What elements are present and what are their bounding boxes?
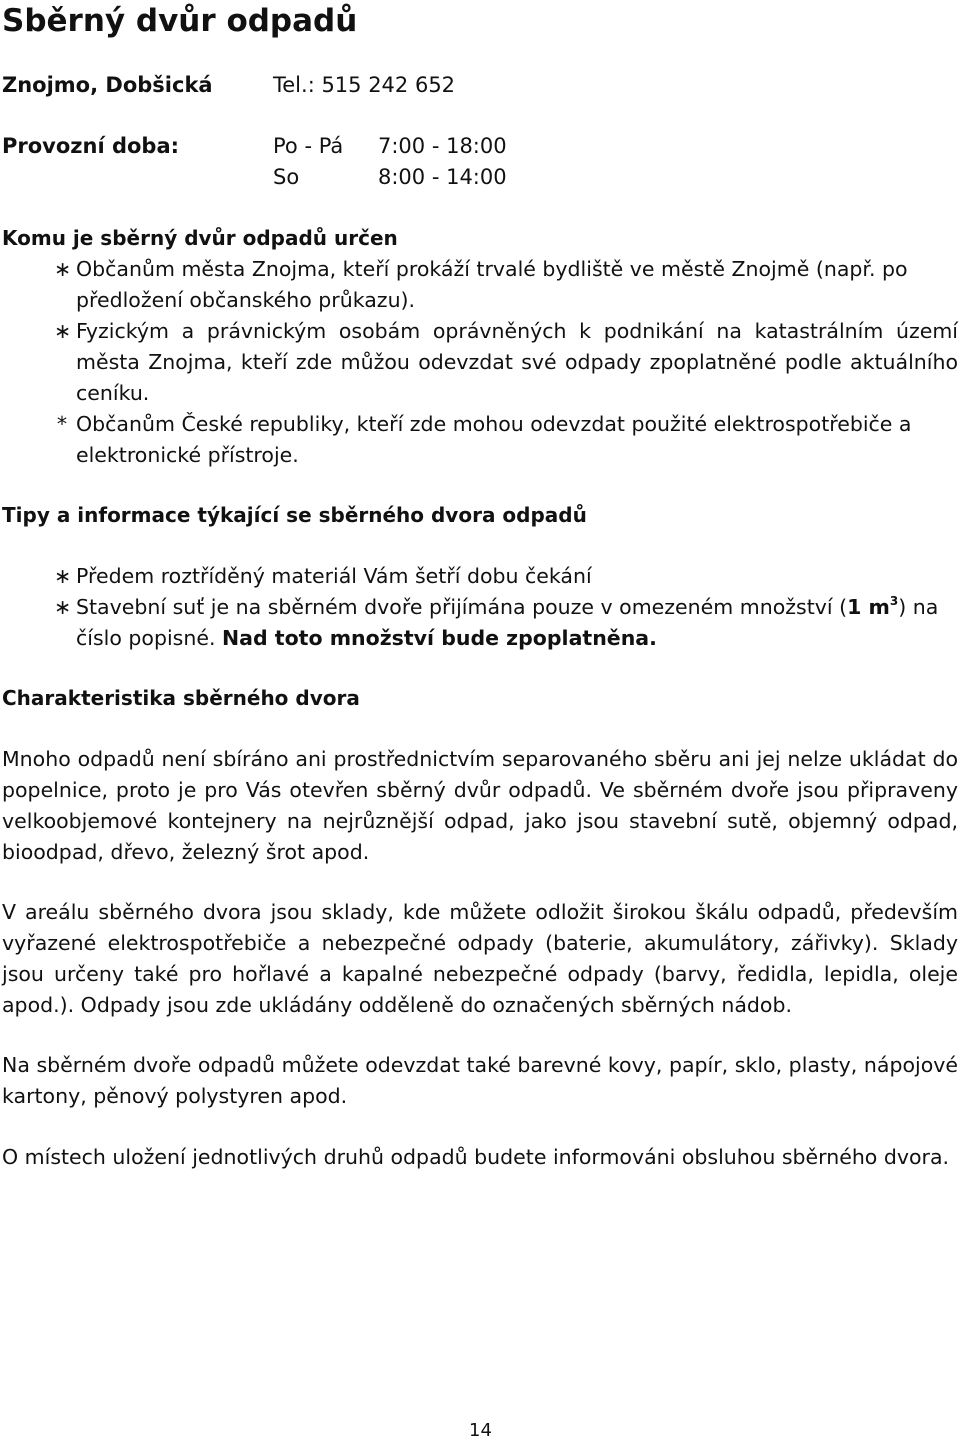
list-item-text: Předem roztříděný materiál Vám šetří dobu čekání [76, 564, 592, 588]
bullet-asterisk-icon: ∗ [54, 257, 72, 281]
characteristics-paragraph: Na sběrném dvoře odpadů můžete odevzdat také barevné kovy, papír, sklo, plasty, nápojové kartony, pěnový polystyren apod. [2, 1053, 958, 1108]
hours-time-saturday: 8:00 - 14:00 [378, 165, 507, 189]
list-item [0, 592, 960, 654]
fee-notice: Nad toto množství bude zpoplatněna. [221, 626, 657, 650]
intended-for-list [0, 254, 960, 471]
amount-value: 1 m [847, 595, 890, 619]
characteristics-paragraph: O místech uložení jednotlivých druhů odpadů budete informováni obsluhou sběrného dvora. [2, 1145, 950, 1169]
list-item-text: Občanům města Znojma, kteří prokáží trvalé bydliště ve městě Znojmě (např. po předložení občanského průkazu). [76, 257, 908, 312]
list-item [0, 316, 960, 409]
list-item-text: Stavební suť je na sběrném dvoře přijímána pouze v omezeném množství ( [76, 595, 848, 619]
list-item-text: Občanům České republiky, kteří zde mohou odevzdat použité elektrospotřebiče a elektronické přístroje. [76, 412, 912, 467]
hours-days-weekdays: Po - Pá [273, 134, 344, 158]
hours-time-weekdays: 7:00 - 18:00 [378, 134, 507, 158]
bullet-asterisk-icon: ∗ [54, 595, 72, 619]
location-label: Znojmo, Dobšická [2, 73, 213, 97]
characteristics-paragraph: V areálu sběrného dvora jsou sklady, kde můžete odložit širokou škálu odpadů, především vyřazené elektrospotřebiče a nebezpečné odpady (baterie, akumulátory, zářivky). Sklady jsou určeny také pro hořlavé a kapalné nebezpečné odpady (barvy, ředidla, lepidla, oleje apod.). Odpady jsou zde ukládány odděleně do označených sběrných nádob. [2, 900, 958, 1017]
amount-superscript: 3 [889, 594, 899, 608]
hours-days-saturday: So [273, 165, 300, 189]
characteristics-heading: Charakteristika sběrného dvora [2, 686, 360, 710]
intended-for-heading: Komu je sběrný dvůr odpadů určen [2, 226, 398, 250]
phone-number: Tel.: 515 242 652 [273, 73, 456, 97]
list-item [0, 561, 960, 592]
bullet-asterisk-icon: ∗ [54, 319, 72, 343]
bullet-asterisk-icon: ∗ [54, 564, 72, 588]
opening-hours-label: Provozní doba: [2, 134, 180, 158]
page-number: 14 [469, 1420, 492, 1441]
characteristics-paragraph: Mnoho odpadů není sbíráno ani prostřednictvím separovaného sběru ani jej nelze ukládat do popelnice, proto je pro Vás otevřen sběrný dvůr odpadů. Ve sběrném dvoře jsou připraveny velkoobjemové kontejnery na nejrůznější odpad, jako jsou stavební sutě, objemný odpad, bioodpad, dřevo, železný šrot apod. [2, 747, 958, 864]
list-item [0, 409, 960, 471]
bullet-asterisk-icon: * [56, 412, 68, 436]
list-item-text: Fyzickým a právnickým osobám oprávněných k podnikání na katastrálním území města Znojma, kteří zde můžou odevzdat své odpady zpoplatněné podle aktuálního ceníku. [76, 319, 958, 405]
tips-list [0, 561, 960, 654]
list-item-text: ) na číslo popisné. [76, 595, 939, 650]
page-title: Sběrný dvůr odpadů [2, 3, 358, 39]
tips-heading: Tipy a informace týkající se sběrného dvora odpadů [2, 503, 587, 527]
list-item [0, 254, 960, 316]
